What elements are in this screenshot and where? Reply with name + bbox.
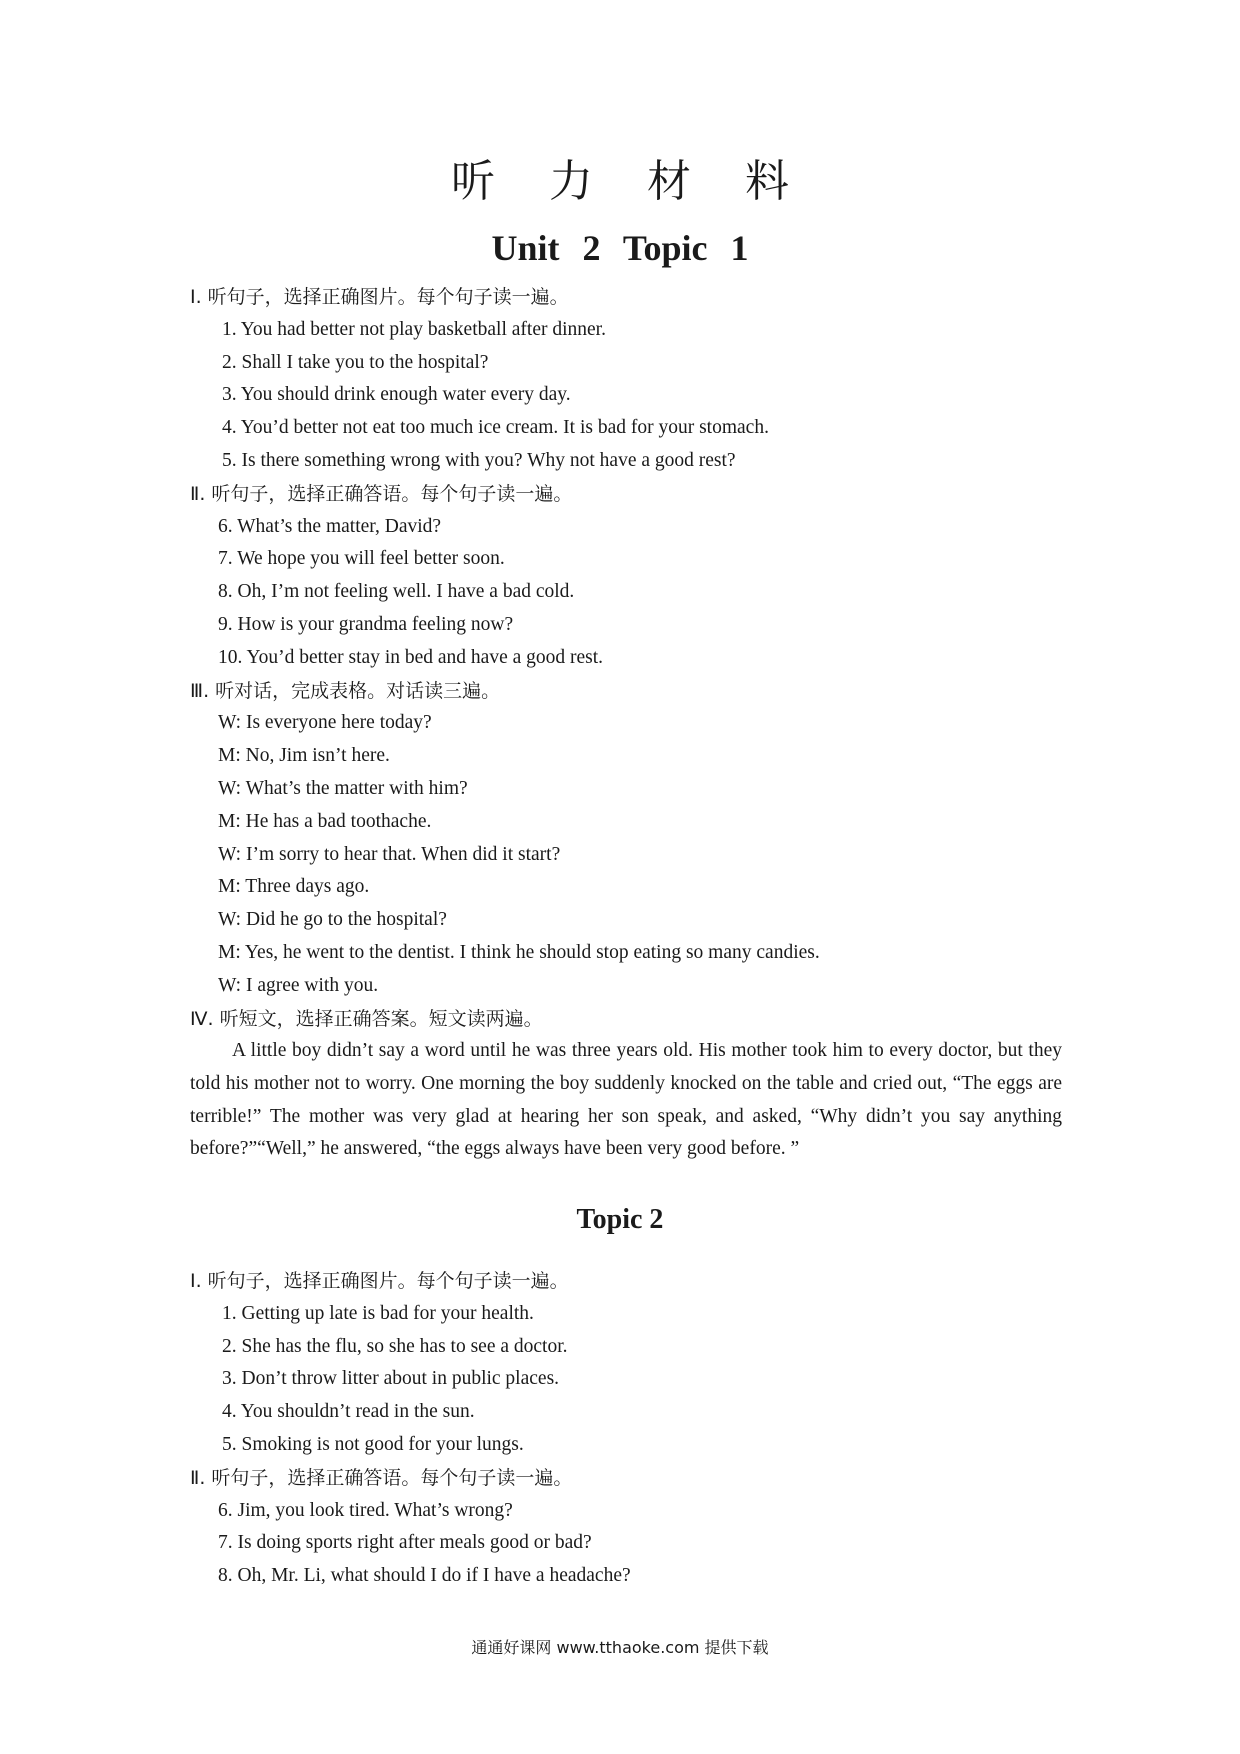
sentence-item: 2. She has the flu, so she has to see a doctor.	[222, 1335, 568, 1357]
dialogue-line: W: I agree with you.	[218, 974, 379, 996]
sentence-item: 1. You had better not play basketball after dinner.	[222, 318, 606, 340]
dialogue-line: M: He has a bad toothache.	[218, 810, 432, 832]
sentence-item: 6. Jim, you look tired. What’s wrong?	[218, 1499, 513, 1521]
topic1-content	[0, 281, 1240, 1035]
unit-topic-title: Unit 2 Topic 1	[491, 228, 749, 268]
sentence-item: 2. Shall I take you to the hospital?	[222, 351, 489, 373]
sentence-item: 6. What’s the matter, David?	[218, 515, 442, 537]
sentence-item: 7. Is doing sports right after meals good or bad?	[218, 1532, 592, 1554]
sentence-item: 4. You shouldn’t read in the sun.	[222, 1401, 475, 1423]
sentence-item: 8. Oh, I’m not feeling well. I have a bad cold.	[218, 581, 575, 603]
sentence-item: 3. You should drink enough water every day.	[222, 384, 571, 406]
dialogue-line: W: Is everyone here today?	[218, 712, 432, 734]
topic2-title: Topic 2	[576, 1204, 664, 1235]
section-heading: Ⅰ. 听句子，选择正确图片。每个句子读一遍。	[190, 286, 569, 308]
section-heading: Ⅱ. 听句子，选择正确答语。每个句子读一遍。	[190, 482, 573, 505]
section-heading: Ⅰ. 听句子，选择正确图片。每个句子读一遍。	[190, 1270, 569, 1292]
page-title: 听 力 材 料	[451, 156, 809, 207]
sentence-item: 10. You’d better stay in bed and have a good rest.	[218, 646, 604, 668]
sentence-item: 7. We hope you will feel better soon.	[218, 548, 505, 570]
sentence-item: 4. You’d better not eat too much ice cream. It is bad for your stomach.	[222, 417, 769, 439]
sentence-item: 5. Is there something wrong with you? Why not have a good rest?	[222, 449, 736, 471]
section-heading: Ⅳ. 听短文，选择正确答案。短文读两遍。	[190, 1007, 543, 1030]
sentence-item: 8. Oh, Mr. Li, what should I do if I have a headache?	[218, 1565, 631, 1587]
dialogue-line: M: No, Jim isn’t here.	[218, 745, 390, 767]
sentence-item: 9. How is your grandma feeling now?	[218, 613, 514, 635]
passage-paragraph: A little boy didn’t say a word until he was three years old. His mother took him to every doctor, but they told his mother not to worry. One morning the boy suddenly knocked on the table and cried out, “The eggs are terrible!” The mother was very glad at hearing her son speak, and asked, “Why didn’t you say anything before?”“Well,” he answered, “the eggs always have been very good before. ”	[190, 1040, 1062, 1160]
section-heading: Ⅲ. 听对话，完成表格。对话读三遍。	[190, 679, 501, 702]
dialogue-line: W: What’s the matter with him?	[218, 777, 468, 799]
section-heading: Ⅱ. 听句子，选择正确答语。每个句子读一遍。	[190, 1466, 573, 1489]
sentence-item: 1. Getting up late is bad for your health.	[222, 1302, 534, 1324]
dialogue-line: M: Yes, he went to the dentist. I think he should stop eating so many candies.	[218, 941, 820, 963]
sentence-item: 3. Don’t throw litter about in public places.	[222, 1368, 560, 1390]
sentence-item: 5. Smoking is not good for your lungs.	[222, 1433, 524, 1455]
dialogue-line: W: I’m sorry to hear that. When did it start?	[218, 843, 561, 865]
dialogue-line: W: Did he go to the hospital?	[218, 909, 447, 931]
topic2-content	[0, 1265, 1240, 1593]
footer-source: 通通好课网 www.tthaoke.com 提供下载	[471, 1638, 769, 1657]
dialogue-line: M: Three days ago.	[218, 876, 370, 898]
